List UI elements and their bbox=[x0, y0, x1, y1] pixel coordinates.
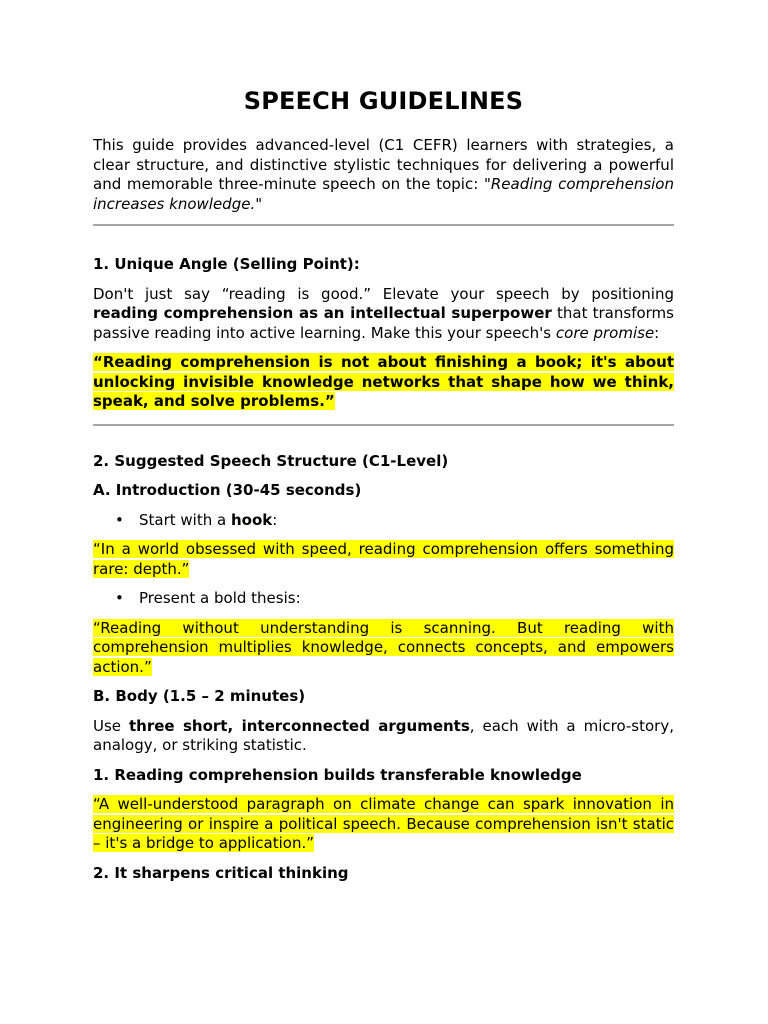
section1-paragraph bbox=[93, 285, 674, 344]
document-content bbox=[93, 84, 674, 883]
intro-text: This guide provides advanced-level (C1 CEFR) learners with strategies, a clear structure, and distinctive stylistic techniques for delivering a powerful and memorable three-minute speech on the topic: " bbox=[93, 136, 674, 193]
argument2-heading: 2. It sharpens critical thinking bbox=[93, 863, 349, 882]
body-text-end: , each with a micro-story, analogy, or striking statistic. bbox=[93, 716, 674, 754]
thesis-bullet-list bbox=[93, 589, 674, 609]
body-heading: B. Body (1.5 – 2 minutes) bbox=[93, 687, 306, 705]
section1-quote-text: “Reading comprehension is not about finishing a book; it's about unlocking invisible knowledge networks that shape how we think, speak, and solve problems.” bbox=[93, 353, 674, 410]
hook-quote-text: “In a world obsessed with speed, reading comprehension offers something rare: depth.” bbox=[93, 540, 674, 578]
thesis-bullet bbox=[93, 589, 674, 609]
thesis-bullet-text: Present a bold thesis: bbox=[139, 589, 301, 607]
section1-text-start: Don't just say “reading is good.” Elevate your speech by positioning bbox=[93, 284, 674, 303]
section1-text-italic: core promise bbox=[555, 323, 655, 342]
hook-bullet bbox=[93, 511, 674, 531]
document-title: SPEECH GUIDELINES bbox=[243, 87, 524, 115]
hook-bullet-list bbox=[93, 511, 674, 531]
section1-quote bbox=[93, 353, 674, 412]
introduction-heading: A. Introduction (30-45 seconds) bbox=[93, 481, 362, 499]
intro-paragraph bbox=[93, 136, 674, 214]
hook-quote bbox=[93, 540, 674, 579]
thesis-quote bbox=[93, 619, 674, 678]
section1-text-mid: that transforms passive reading into active learning. Make this your speech's bbox=[93, 304, 674, 342]
argument1-heading: 1. Reading comprehension builds transferable knowledge bbox=[93, 765, 582, 784]
intro-close: " bbox=[255, 194, 263, 213]
thesis-quote-text: “Reading without understanding is scanning. But reading with comprehension multiplies knowledge, connects concepts, and empowers action.” bbox=[93, 618, 674, 676]
hook-bullet-text: Start with a bbox=[139, 510, 231, 529]
body-paragraph bbox=[93, 717, 674, 756]
section2-heading: 2. Suggested Speech Structure (C1-Level) bbox=[93, 451, 449, 470]
bullet-dot-icon: • bbox=[115, 589, 124, 607]
hook-bullet-bold: hook bbox=[230, 510, 273, 529]
divider-2 bbox=[93, 424, 674, 426]
section1-text-end: : bbox=[654, 323, 660, 342]
section1-text-bold: reading comprehension as an intellectual superpower bbox=[93, 304, 552, 322]
section1-heading: 1. Unique Angle (Selling Point): bbox=[93, 255, 360, 273]
bullet-dot-icon: • bbox=[115, 510, 124, 529]
argument1-quote bbox=[93, 795, 674, 854]
divider-1 bbox=[93, 224, 674, 226]
hook-bullet-end: : bbox=[272, 510, 278, 529]
argument1-quote-text: “A well-understood paragraph on climate change can spark innovation in engineering or inspire a political speech. Because comprehension isn't static – it's a bridge to application.” bbox=[93, 795, 674, 852]
body-text-start: Use bbox=[93, 716, 129, 735]
body-text-bold: three short, interconnected arguments bbox=[128, 716, 470, 735]
intro-topic: Reading comprehension increases knowledge. bbox=[93, 175, 674, 213]
